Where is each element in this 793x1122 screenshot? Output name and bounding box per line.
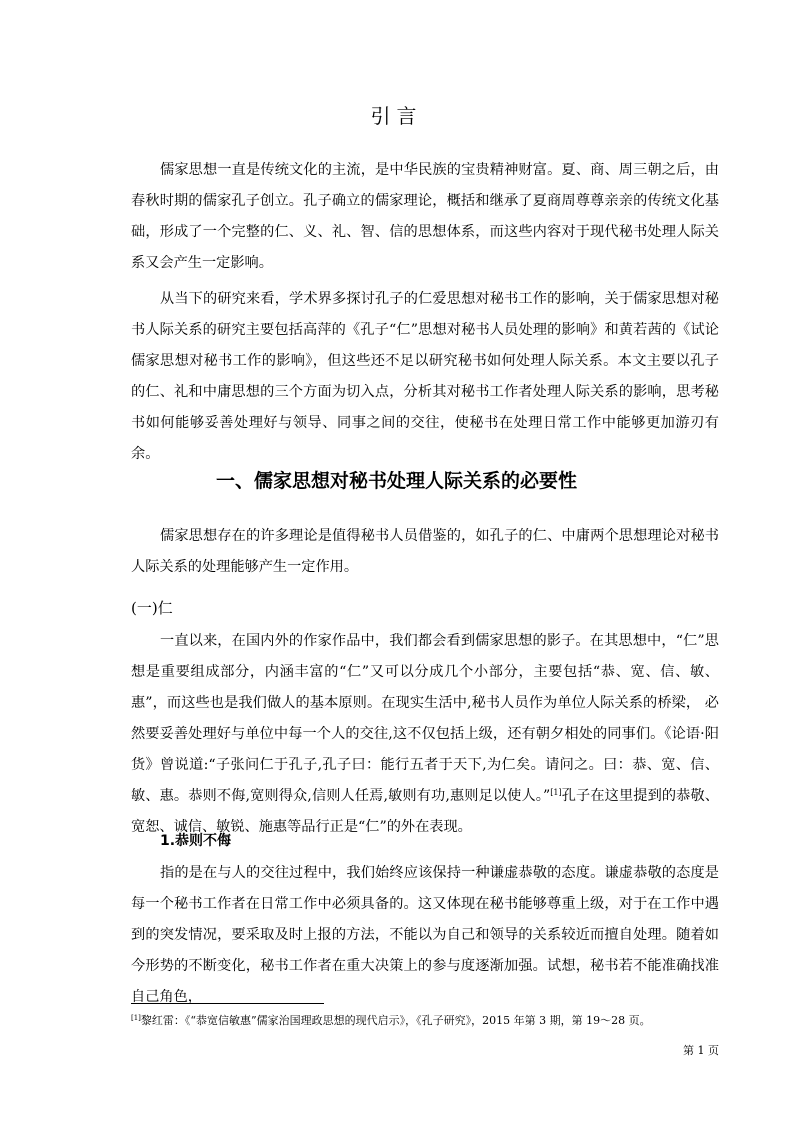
footnote-reference[interactable]: [1] bbox=[550, 788, 562, 797]
intro-paragraph-2: 从当下的研究来看，学术界多探讨孔子的仁爱思想对秘书工作的影响，关于儒家思想对秘书人际关系的研究主要包括高萍的《孔子“仁”思想对秘书人员处理的影响》和黄若茜的《试论儒家思想对秘书工作的影响》，但这些还不足以研究秘书如何处理人际关系。本文主要以孔子的仁、礼和中庸思想的三个方面为切入点，分析其对秘书工作者处理人际关系的影响，思考秘书如何能够妥善处理好与领导、同事之间的交往，使秘书在处理日常工作中能够更加游刃有余。 bbox=[131, 291, 719, 462]
subsection-paragraph-text: 一直以来，在国内外的作家作品中，我们都会看到儒家思想的影子。在其思想中，“仁”思想是重要组成部分，内涵丰富的“仁”又可以分成几个小部分，主要包括“恭、宽、信、敏、惠”，而这些也是我们做人的基本原则。在现实生活中,秘书人员作为单位人际关系的桥梁， 必然要妥善处理好与单位中每一个人的交往,这不仅包括上级，还有朝夕相处的同事们。《论语·阳货》曾说道:“子张问仁于孔子,孔子曰：能行五者于天下,为仁矣。请问之。曰：恭、宽、信、敏、惠。恭则不侮,宽则得众,信则人任焉,敏则有功,惠则足以使人。” bbox=[131, 633, 719, 804]
page-number: 第 1 页 bbox=[683, 1044, 719, 1057]
subsection-paragraph bbox=[131, 626, 719, 843]
subsection-heading: (一)仁 bbox=[131, 599, 173, 617]
item-heading: 1.恭则不侮 bbox=[160, 833, 232, 849]
subsection-paragraph-text-continued: 孔子在这里提到的恭敬、宽恕、诚信、敏锐、施惠等品行正是“仁”的外在表现。 bbox=[131, 788, 719, 835]
section-paragraph: 儒家思想存在的许多理论是值得秘书人员借鉴的，如孔子的仁、中庸两个思想理论对秘书人际关系的处理能够产生一定作用。 bbox=[131, 528, 719, 575]
page-title: 引言 bbox=[370, 104, 423, 128]
footnote-text: 黎红雷：《“恭宽信敏惠”儒家治国理政思想的现代启示》，《孔子研究》，2015 年第 3 期，第 19～28 页。 bbox=[140, 1014, 651, 1027]
footnote bbox=[131, 1012, 731, 1028]
footnote-divider bbox=[131, 1003, 324, 1004]
intro-paragraph-1: 儒家思想一直是传统文化的主流，是中华民族的宝贵精神财富。夏、商、周三朝之后，由春秋时期的儒家孔子创立。孔子确立的儒家理论，概括和继承了夏商周尊尊亲亲的传统文化基础，形成了一个完整的仁、义、礼、智、信的思想体系，而这些内容对于现代秘书处理人际关系又会产生一定影响。 bbox=[131, 162, 719, 271]
section-heading: 一、儒家思想对秘书处理人际关系的必要性 bbox=[215, 470, 577, 492]
item-paragraph: 指的是在与人的交往过程中，我们始终应该保持一种谦虚恭敬的态度。谦虚恭敬的态度是每一个秘书工作者在日常工作中必须具备的。这又体现在秘书能够尊重上级，对于在工作中遇到的突发情况，要采取及时上报的方法，不能以为自己和领导的关系较近而擅自处理。随着如今形势的不断变化，秘书工作者在重大决策上的参与度逐渐加强。试想，秘书若不能准确找准自己角色， bbox=[131, 865, 719, 1005]
footnote-marker: [1] bbox=[131, 1014, 141, 1022]
